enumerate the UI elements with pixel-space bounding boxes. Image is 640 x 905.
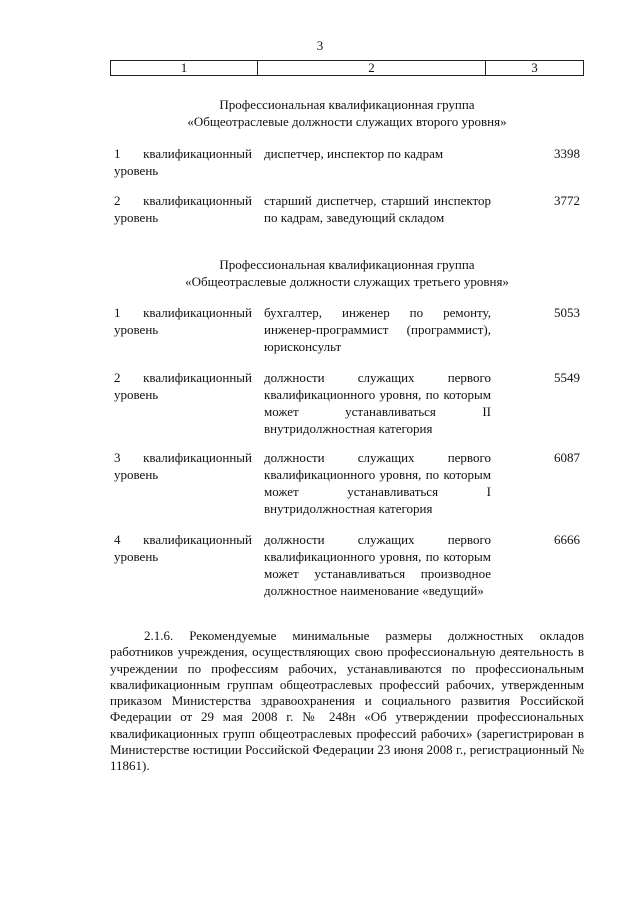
level-number: 1 bbox=[114, 305, 121, 320]
salary-value: 5053 bbox=[554, 305, 580, 320]
positions-text: должности служащих первого квалификационного уровня, по которым может устанавливаться I внутридолжностная категория bbox=[264, 450, 491, 516]
qualification-level bbox=[114, 531, 252, 565]
salary-value: 6666 bbox=[554, 532, 580, 547]
salary-value: 3398 bbox=[554, 146, 580, 161]
group-title-line1: Профессиональная квалификационная группа bbox=[219, 97, 475, 112]
level-number: 2 bbox=[114, 193, 121, 208]
salary-value: 3772 bbox=[554, 193, 580, 208]
level-number: 4 bbox=[114, 532, 121, 547]
qualification-level bbox=[114, 449, 252, 483]
level-word: квалификационный bbox=[143, 305, 252, 320]
column-header-3: 3 bbox=[486, 61, 584, 76]
level-word: квалификационный bbox=[143, 146, 252, 161]
positions-text: старший диспетчер, старший инспектор по кадрам, заведующий складом bbox=[264, 193, 491, 225]
level-number: 2 bbox=[114, 370, 121, 385]
page-number: 3 bbox=[316, 38, 324, 53]
qualification-level bbox=[114, 192, 252, 226]
level-suffix: уровень bbox=[114, 549, 159, 564]
positions-text: должности служащих первого квалификационного уровня, по которым может устанавливаться производное должностное наименование «ведущий» bbox=[264, 532, 491, 598]
positions-text: должности служащих первого квалификационного уровня, по которым может устанавливаться II внутридолжностная категория bbox=[264, 370, 491, 436]
level-number: 3 bbox=[114, 450, 121, 465]
level-suffix: уровень bbox=[114, 387, 159, 402]
level-suffix: уровень bbox=[114, 163, 159, 178]
level-number: 1 bbox=[114, 146, 121, 161]
column-header-table bbox=[110, 60, 584, 76]
salary-value: 6087 bbox=[554, 450, 580, 465]
qualification-level bbox=[114, 145, 252, 179]
group-title bbox=[110, 256, 584, 290]
level-suffix: уровень bbox=[114, 322, 159, 337]
column-header-2: 2 bbox=[258, 61, 486, 76]
group-title-line2: «Общеотраслевые должности служащих второго уровня» bbox=[187, 114, 507, 129]
column-header-1: 1 bbox=[111, 61, 258, 76]
level-word: квалификационный bbox=[143, 193, 252, 208]
positions-text: бухгалтер, инженер по ремонту, инженер-программист (программист), юрисконсульт bbox=[264, 305, 491, 354]
group-title-line1: Профессиональная квалификационная группа bbox=[219, 257, 475, 272]
group-title bbox=[110, 96, 584, 130]
level-suffix: уровень bbox=[114, 467, 159, 482]
level-word: квалификационный bbox=[143, 370, 252, 385]
body-paragraph: 2.1.6. Рекомендуемые минимальные размеры должностных окладов работников учреждения, осуществляющих свою профессиональную деятельность в учреждении по профессиям рабочих, устанавливаются по профессиональным квалификационным группам общеотраслевых профессий рабочих, утвержденным приказом Министерства здравоохранения и социального развития Российской Федерации от 29 мая 2008 г. № 248н «Об утверждении профессиональных квалификационных групп общеотраслевых профессий рабочих» (зарегистрирован в Министерстве юстиции Российской Федерации 23 июня 2008 г., регистрационный № 11861). bbox=[110, 628, 584, 774]
qualification-level bbox=[114, 304, 252, 338]
group-title-line2: «Общеотраслевые должности служащих третьего уровня» bbox=[185, 274, 509, 289]
level-word: квалификационный bbox=[143, 532, 252, 547]
salary-value: 5549 bbox=[554, 370, 580, 385]
level-suffix: уровень bbox=[114, 210, 159, 225]
level-word: квалификационный bbox=[143, 450, 252, 465]
qualification-level bbox=[114, 369, 252, 403]
positions-text: диспетчер, инспектор по кадрам bbox=[264, 146, 444, 161]
